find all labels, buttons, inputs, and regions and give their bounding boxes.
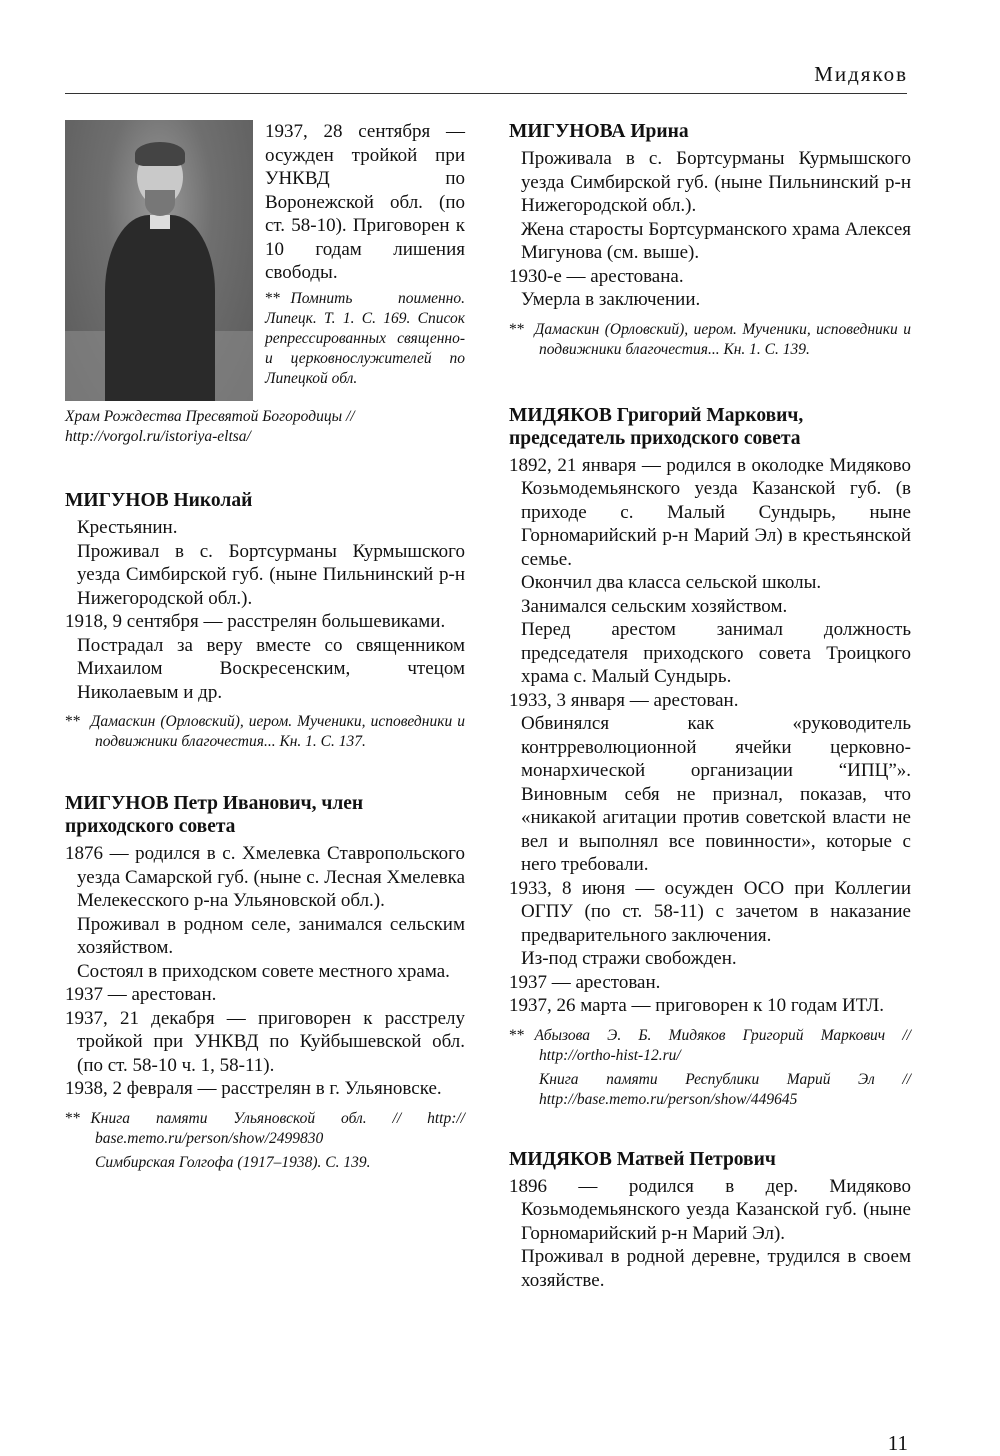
portrait-photo [65, 120, 253, 401]
reference-marker: ** [509, 320, 525, 338]
photo-caption: Храм Рождества Пресвятой Богородицы // http://vorgol.ru/istoriya-eltsa/ [65, 408, 355, 445]
reference [65, 1109, 465, 1149]
entry-paragraph: Проживал в с. Бортсурманы Курмышского уезда Симбирской губ. (ныне Пильнинский р-н Нижегородской обл.). [77, 540, 465, 609]
entry-paragraph: Проживал в родной деревне, трудился в своем хозяйстве. [521, 1246, 911, 1291]
entry-paragraph: Жена старосты Бортсурманского храма Алексея Мигунова (см. выше). [521, 218, 911, 263]
entry-paragraph: Крестьянин. [77, 517, 178, 538]
reference [509, 1026, 911, 1066]
photo-entry-ref: ** Помнить поименно. Липецк. Т. 1. С. 169. Список репрессированных священно- и церковнослужителей по Липецкой обл. [265, 289, 465, 387]
entry-paragraph: Пострадал за веру вместе со священником Михаилом Воскресенским, чтецом Николаевым и др. [77, 634, 465, 703]
reference-text: Симбирская Голгофа (1917–1938). С. 139. [95, 1153, 371, 1171]
entry-title: МИГУНОВА Ирина [509, 121, 689, 142]
photo-entry [65, 120, 465, 401]
entry-paragraph: 1918, 9 сентября — расстрелян большевиками. [65, 611, 446, 632]
entry-paragraph: 1876 — родился в с. Хмелевка Ставропольского уезда Самарской губ. (ныне с. Лесная Хмелевка Мелекесского р-на Ульяновской обл.). [65, 843, 465, 911]
entry-paragraph: Занимался сельским хозяйством. [521, 595, 788, 617]
entry-title: МИДЯКОВ Матвей Петрович [509, 1148, 776, 1170]
reference-text: Дамаскин (Орловский), иером. Мученики, исповедники и подвижники благочестия... Кн. 1. С. 137. [90, 713, 465, 750]
reference [509, 320, 911, 360]
entry-paragraph: Проживал в родном селе, занимался сельским хозяйством. [77, 913, 465, 958]
reference-text: Книга памяти Республики Марий Эл // http://base.memo.ru/person/show/449645 [539, 1070, 911, 1108]
entry-paragraph: 1933, 8 июня — осужден ОСО при Коллегии ОГПУ (по ст. 58-11) с зачетом в наказание предварительного заключения. [509, 877, 911, 946]
entry-title: МИГУНОВ Петр Иванович, член приходского совета [65, 793, 364, 837]
reference-marker: ** [65, 1109, 81, 1127]
entry-irina [509, 120, 911, 360]
entry-matvei [509, 1148, 911, 1293]
reference [65, 1153, 465, 1173]
reference [509, 1070, 911, 1110]
entry-title: МИДЯКОВ Григорий Маркович, председатель приходского совета [509, 404, 804, 449]
entry-paragraph: 1896 — родился в дер. Мидяково Козьмодемьянского уезда Казанской губ. (ныне Горномарийский р-н Марий Эл). [509, 1175, 911, 1244]
entry-paragraph: 1938, 2 февраля — расстрелян в г. Ульяновске. [65, 1078, 442, 1099]
left-column [65, 120, 465, 1173]
entry-paragraph: 1937 — арестован. [65, 984, 217, 1005]
reference-marker: ** [65, 713, 81, 730]
entry-paragraph: 1930-е — арестована. [509, 265, 684, 287]
reference [65, 712, 465, 752]
entry-grigory [509, 404, 911, 1110]
entry-paragraph: Состоял в приходском совете местного храма. [77, 960, 450, 982]
entry-paragraph: 1937, 21 декабря — приговорен к расстрелу тройкой при УНКВД по Куйбышевской обл. (по ст. 58-10 ч. 1, 58-11). [65, 1007, 465, 1076]
page-number: 11 [887, 1431, 908, 1455]
entry-petr [65, 792, 465, 1173]
reference-text: Книга памяти Ульяновской обл. // http:// base.memo.ru/person/show/2499830 [90, 1109, 465, 1147]
entry-paragraph: 1937, 26 марта — приговорен к 10 годам ИТЛ. [509, 995, 885, 1016]
running-head: Мидяков [814, 62, 908, 86]
entry-paragraph: 1933, 3 января — арестован. [509, 689, 739, 711]
entry-nikolai [65, 489, 465, 752]
entry-paragraph: Перед арестом занимал должность председателя приходского совета Троицкого храма с. Малый Сундырь. [521, 619, 911, 687]
entry-paragraph: Из-под стражи свобожден. [521, 948, 737, 969]
entry-paragraph: Окончил два класса сельской школы. [521, 572, 822, 593]
reference-marker: ** [509, 1026, 525, 1044]
entry-paragraph: 1892, 21 января — родился в околодке Мидяково Козьмодемьянского уезда Казанской губ. (в приходе с. Малый Сундырь, ныне Горномарийский р-н Марий Эл) в крестьянской семье. [509, 454, 911, 570]
header-rule [65, 93, 907, 94]
photo-entry-text: 1937, 28 сентября — осужден тройкой при УНКВД по Воронежской обл. (по ст. 58-10). Приговорен к 10 годам лишения свободы. [265, 121, 465, 283]
entry-paragraph: Обвинялся как «руководитель контрреволюционной ячейки церковно-монархической организации “ИПЦ”». Виновным себя не признал, показав, что «никакой агитации против советской власти не вел и выполнял все повинности», которые с него требовали. [521, 713, 911, 875]
reference-text: Абызова Э. Б. Мидяков Григорий Маркович // http://ortho-hist-12.ru/ [534, 1026, 911, 1064]
entry-title: МИГУНОВ Николай [65, 490, 253, 511]
entry-paragraph: Умерла в заключении. [521, 289, 701, 310]
entry-paragraph: 1937 — арестован. [509, 971, 661, 993]
right-column [509, 120, 911, 1292]
reference-text: Дамаскин (Орловский), иером. Мученики, исповедники и подвижники благочестия... Кн. 1. С. 139. [534, 320, 911, 358]
entry-paragraph: Проживала в с. Бортсурманы Курмышского уезда Симбирской губ. (ныне Пильнинский р-н Нижегородской обл.). [521, 148, 911, 216]
